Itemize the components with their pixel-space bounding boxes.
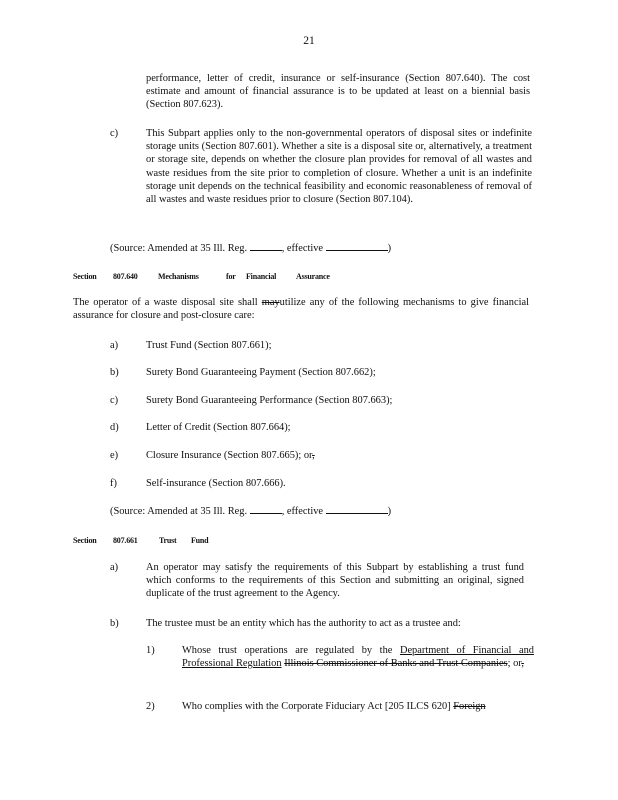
mechanism-label: a) (110, 340, 119, 351)
sub-1-text (182, 644, 534, 670)
section-title-word: for (226, 272, 236, 281)
source-prefix: (Source: Amended at 35 Ill. Reg. (110, 243, 248, 254)
section-640-body (73, 296, 529, 322)
mechanism-text: Surety Bond Guaranteeing Performance (Section 807.663); (146, 395, 393, 406)
section-number: 807.640 (113, 272, 138, 281)
section-661-heading (73, 534, 373, 546)
section-640-heading (73, 270, 473, 282)
body-text: The operator of a waste disposal site shall (73, 297, 258, 308)
source-register-blank (250, 504, 282, 514)
mechanism-label: d) (110, 422, 119, 433)
section-title-word: Trust (159, 536, 177, 545)
item-661a-text: An operator may satisfy the requirements of this Subpart by establishing a trust fund which conforms to the requirements of this Section and submitting an original, signed duplicate of the trust agreement to the Agency. (146, 562, 524, 600)
source-sep: , effective (281, 243, 324, 254)
mechanism-item-e (146, 449, 315, 462)
page-number: 21 (303, 35, 315, 47)
source-note-2 (110, 504, 391, 518)
intro-paragraph: performance, letter of credit, insurance or self-insurance (Section 807.640). The cost estimate and amount of financial assurance is to be updated at least on a biennial basis (Section 807.623). (146, 73, 530, 111)
source-register-blank (250, 241, 282, 251)
struck-text: may (261, 297, 280, 308)
source-sep: , effective (281, 506, 324, 517)
mechanism-text: Surety Bond Guaranteeing Payment (Section 807.662); (146, 367, 376, 378)
section-title-word: Mechanisms (158, 272, 199, 281)
item-661b-label: b) (110, 618, 119, 629)
mechanism-text: Closure Insurance (Section 807.665); or (146, 450, 313, 461)
body-text: utilize any of the following mechanisms to give financial assurance for closure and post-closure care: (73, 297, 529, 322)
section-title-word: Assurance (296, 272, 330, 281)
body-text: Whose trust operations are regulated by the (182, 645, 393, 656)
mechanism-label: e) (110, 450, 119, 461)
underlined-text: Department of Financial and Professional Regulation (182, 645, 534, 670)
struck-text: Foreign (453, 701, 486, 712)
source-effective-blank (326, 504, 388, 514)
mechanism-text: Trust Fund (Section 807.661); (146, 340, 272, 351)
source-prefix: (Source: Amended at 35 Ill. Reg. (110, 506, 248, 517)
body-text: ; or (507, 658, 522, 670)
struck-text: , (312, 450, 315, 461)
struck-text: , (521, 658, 524, 670)
source-effective-blank (326, 241, 388, 251)
mechanism-label: c) (110, 395, 119, 406)
sub-1-label: 1) (146, 645, 155, 656)
source-note-1 (110, 241, 391, 255)
section-title-word: Financial (246, 272, 277, 281)
mechanism-label: b) (110, 367, 119, 378)
struck-text: Illinois Commissioner of Banks and Trust Companies (284, 658, 508, 670)
source-suffix: ) (387, 506, 392, 517)
source-suffix: ) (387, 243, 392, 254)
item-661b-text: The trustee must be an entity which has the authority to act as a trustee and: (146, 618, 461, 629)
sub-2-text (182, 700, 486, 713)
mechanism-label: f) (110, 478, 117, 489)
item-c-label: c) (110, 128, 119, 139)
section-title-word: Fund (191, 536, 209, 545)
mechanism-text: Self-insurance (Section 807.666). (146, 478, 286, 489)
section-label: Section (73, 536, 97, 545)
mechanism-text: Letter of Credit (Section 807.664); (146, 422, 291, 433)
section-label: Section (73, 272, 97, 281)
item-c-text: This Subpart applies only to the non-governmental operators of disposal sites or indefinite storage units (Section 807.601). Whether a site is a disposal site or, alternatively, a treatment or storage site, depends on whether the closure plan provides for removal of all wastes and waste residues from the site prior to completion of closure. Whether a unit is an indefinite storage unit depends on the technical feasibility and economic reasonableness of removal of all wastes and waste residues prior to closure (Section 807.104). (146, 128, 532, 206)
section-number: 807.661 (113, 536, 138, 545)
item-661a-label: a) (110, 562, 119, 573)
body-text: Who complies with the Corporate Fiduciary Act [205 ILCS 620] (182, 701, 451, 712)
sub-2-label: 2) (146, 701, 155, 712)
